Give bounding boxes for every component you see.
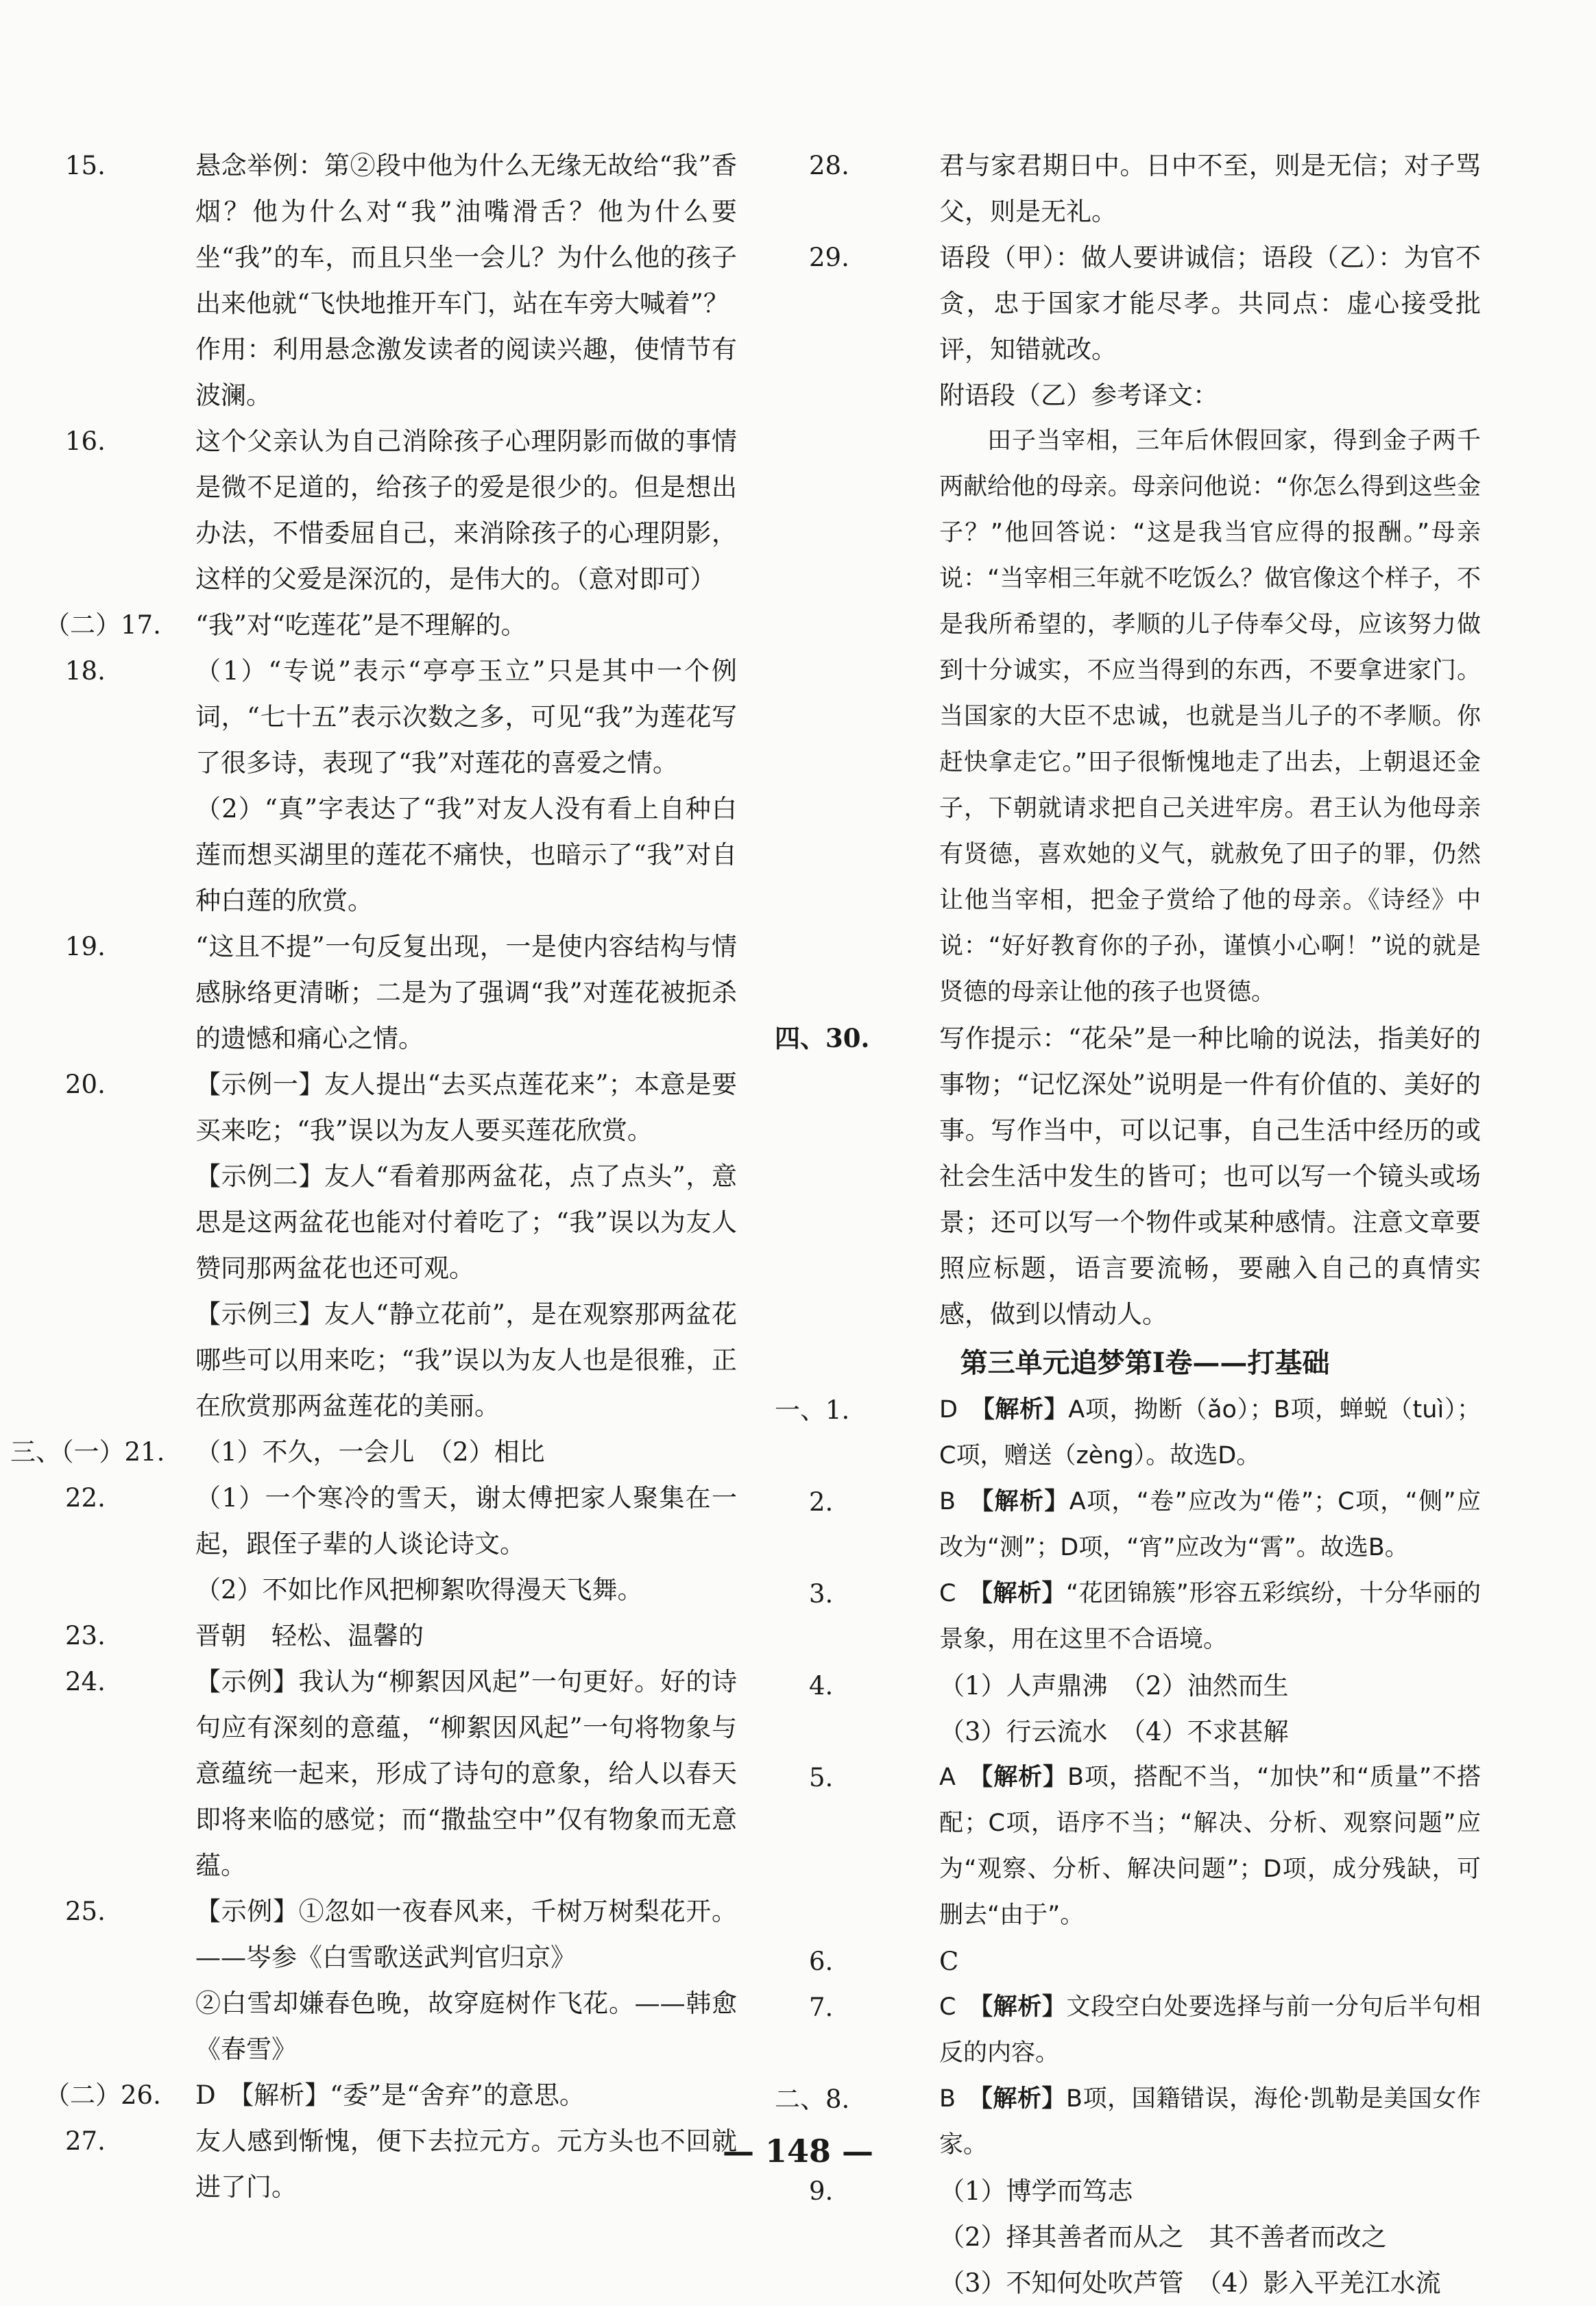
answer-item-u3-2 xyxy=(809,1479,1481,1571)
item-text: 附语段（乙）参考译文： xyxy=(939,381,1218,410)
item-text: （3）不知何处吹芦管 （4）影入平羌江水流 xyxy=(939,2268,1441,2298)
item-text: ②白雪却嫌春色晚，故穿庭树作飞花。——韩愈《春雪》 xyxy=(195,1989,737,2064)
item-text: （1）人声鼎沸 （2）油然而生 xyxy=(939,1671,1289,1701)
item-text: A项，拗断（ǎo）；B项，蝉蜕（tuì）；C项，赠送（zèng）。故选D。 xyxy=(939,1396,1481,1469)
item-text: “这且不提”一句反复出现，一是使内容结构与情感脉络更清晰；二是为了强调“我”对莲花被扼杀的遗憾和痛心之情。 xyxy=(195,932,737,1053)
item-text: 这个父亲认为自己消除孩子心理阴影而做的事情是微不足道的，给孩子的爱是很少的。但是想出办法，不惜委屈自己，来消除孩子的心理阴影，这样的父爱是深沉的，是伟大的。（意对即可） xyxy=(195,427,737,594)
item-text: C xyxy=(939,1947,959,1976)
item-number: 一、1. xyxy=(775,1395,850,1425)
item-text: 作用：利用悬念激发读者的阅读兴趣，使情节有波澜。 xyxy=(195,335,737,410)
item-number: 25. xyxy=(65,1897,106,1926)
item-text: 悬念举例：第②段中他为什么无缘无故给“我”香烟？他为什么对“我”油嘴滑舌？他为什么要坐“我”的车，而且只坐一会儿？为什么他的孩子出来他就“飞快地推开车门，站在车旁大喊着”？ xyxy=(195,151,737,318)
answer-item-28 xyxy=(809,143,1481,235)
item-text: 【示例二】友人“看着那两盆花，点了点头”，意思是这两盆花也能对付着吃了；“我”误以为友人赞同那两盆花也还可观。 xyxy=(195,1162,737,1283)
item-number: 7. xyxy=(809,1993,834,2022)
item-text: 【示例三】友人“静立花前”，是在观察那两盆花哪些可以用来吃；“我”误以为友人也是很雅，正在欣赏那两盆莲花的美丽。 xyxy=(195,1299,737,1421)
item-number: 5. xyxy=(809,1763,834,1792)
item-number: 29. xyxy=(809,243,849,272)
answer-item-17 xyxy=(45,602,737,648)
left-column xyxy=(10,143,737,2210)
item-number: 15. xyxy=(65,151,106,180)
answer-item-30 xyxy=(775,1016,1481,1337)
item-answer: B xyxy=(939,2085,956,2113)
item-answer: C xyxy=(939,1993,956,2021)
item-number: 9. xyxy=(809,2176,834,2206)
analysis-tag: 【解析】 xyxy=(982,1396,1069,1424)
item-text: 君与家君期日中。日中不至，则是无信；对子骂父，则是无礼。 xyxy=(939,151,1481,226)
answer-item-16 xyxy=(65,418,737,602)
item-text: B项，国籍错误，海伦·凯勒是美国女作家。 xyxy=(939,2085,1481,2159)
item-answer: D xyxy=(939,1396,958,1424)
item-answer: A xyxy=(939,1764,956,1791)
item-number: 19. xyxy=(65,932,106,961)
page-number: — 148 — xyxy=(722,2133,874,2170)
translation-text: 田子当宰相，三年后休假回家，得到金子两千两献给他的母亲。母亲问他说：“你怎么得到这些金子？”他回答说：“这是我当官应得的报酬。”母亲说：“当宰相三年就不吃饭么？做官像这个样子，不是我所希望的，孝顺的儿子侍奉父母，应该努力做到十分诚实，不应当得到的东西，不要拿进家门。当国家的大臣不忠诚，也就是当儿子的不孝顺。你赶快拿走它。”田子很惭愧地走了出去，上朝退还金子，下朝就请求把自己关进牢房。君王认为他母亲有贤德，喜欢她的义气，就赦免了田子的罪，仍然让他当宰相，把金子赏给了他的母亲。《诗经》中说：“好好教育你的子孙，谨慎小心啊！”说的就是贤德的母亲让他的孩子也贤德。 xyxy=(939,427,1481,1006)
answer-item-u3-1 xyxy=(775,1387,1481,1479)
answer-item-u3-6 xyxy=(809,1938,1481,1984)
item-text: （2）不如比作风把柳絮吹得漫天飞舞。 xyxy=(195,1575,643,1605)
item-number: （二）17. xyxy=(45,610,161,640)
item-text: D 【解析】“委”是“舍弃”的意思。 xyxy=(195,2080,585,2110)
item-number: 3. xyxy=(809,1579,834,1609)
item-text: 【示例】①忽如一夜春风来，千树万树梨花开。——岑参《白雪歌送武判官归京》 xyxy=(195,1897,737,1972)
item-text: 【示例一】友人提出“去买点莲花来”；本意是要买来吃；“我”误以为友人要买莲花欣赏。 xyxy=(195,1070,737,1145)
answer-item-u3-5 xyxy=(809,1755,1481,1938)
answer-item-26 xyxy=(45,2072,737,2118)
item-text: （2）择其善者而从之 其不善者而改之 xyxy=(939,2222,1387,2252)
answer-item-21 xyxy=(10,1429,737,1475)
item-text: 语段（甲）：做人要讲诚信；语段（乙）：为官不贪，忠于国家才能尽孝。共同点：虚心接受批评，知错就改。 xyxy=(939,243,1481,364)
item-text: A项，“卷”应改为“倦”；C项，“侧”应改为“测”；D项，“宵”应改为“霄”。故选B。 xyxy=(939,1488,1481,1561)
answer-item-25 xyxy=(65,1888,737,2072)
item-text: B项，搭配不当，“加快”和“质量”不搭配；C项，语序不当；“解决、分析、观察问题”应为“观察、分析、解决问题”；D项，成分残缺，可删去“由于”。 xyxy=(939,1764,1481,1929)
item-text: 友人感到惭愧，便下去拉元方。元方头也不回就进了门。 xyxy=(195,2126,737,2202)
analysis-tag: 【解析】 xyxy=(980,2085,1067,2113)
answer-item-22 xyxy=(65,1475,737,1613)
item-answer: B xyxy=(939,1488,956,1515)
answer-item-18 xyxy=(65,648,737,924)
item-number: 22. xyxy=(65,1483,106,1513)
item-text: （1）博学而笃志 xyxy=(939,2176,1133,2206)
answer-item-19 xyxy=(65,924,737,1061)
translation-block xyxy=(809,418,1481,1016)
item-number: 二、8. xyxy=(775,2085,850,2114)
item-number: 四、30. xyxy=(775,1023,870,1053)
item-text: “花团锦簇”形容五彩缤纷，十分华丽的景象，用在这里不合语境。 xyxy=(939,1580,1481,1653)
answer-item-15 xyxy=(65,143,737,418)
item-number: 27. xyxy=(65,2126,106,2156)
answer-item-u3-3 xyxy=(809,1571,1481,1663)
analysis-tag: 【解析】 xyxy=(980,1993,1067,2021)
analysis-tag: 【解析】 xyxy=(980,1580,1067,1607)
item-number: 4. xyxy=(809,1671,834,1701)
answer-item-24 xyxy=(65,1659,737,1888)
item-text: 【示例】我认为“柳絮因风起”一句更好。好的诗句应有深刻的意蕴，“柳絮因风起”一句将物象与意蕴统一起来，形成了诗句的意象，给人以春天即将来临的感觉；而“撒盐空中”仅有物象而无意蕴。 xyxy=(195,1667,737,1880)
item-number: 18. xyxy=(65,656,106,686)
item-number: 24. xyxy=(65,1667,106,1696)
item-text: （1）“专说”表示“亭亭玉立”只是其中一个例词，“七十五”表示次数之多，可见“我”为莲花写了很多诗，表现了“我”对莲花的喜爱之情。 xyxy=(195,656,737,778)
item-text: 写作提示：“花朵”是一种比喻的说法，指美好的事物；“记忆深处”说明是一件有价值的、美好的事。写作当中，可以记事，自己生活中经历的或社会生活中发生的皆可；也可以写一个镜头或场景；还可以写一个物件或某种感情。注意文章要照应标题，语言要流畅，要融入自己的真情实感，做到以情动人。 xyxy=(939,1024,1481,1329)
answer-item-23 xyxy=(65,1613,737,1659)
item-text: （1）不久，一会儿 （2）相比 xyxy=(195,1437,545,1467)
item-text: （2）“真”字表达了“我”对友人没有看上自种白莲而想买湖里的莲花不痛快，也暗示了“我”对自种白莲的欣赏。 xyxy=(195,794,737,915)
answer-item-20 xyxy=(65,1061,737,1429)
answer-item-u3-9 xyxy=(809,2168,1481,2306)
analysis-tag: 【解析】 xyxy=(981,1488,1069,1515)
analysis-tag: 【解析】 xyxy=(980,1764,1067,1791)
section-heading: 第三单元追梦第Ⅰ卷——打基础 xyxy=(960,1347,1330,1379)
item-number: 2. xyxy=(809,1487,834,1517)
answer-item-u3-7 xyxy=(809,1984,1481,2076)
item-text: 晋朝 轻松、温馨的 xyxy=(195,1621,424,1650)
item-text: （1）一个寒冷的雪天，谢太傅把家人聚集在一起，跟侄子辈的人谈论诗文。 xyxy=(195,1483,737,1559)
item-text: 文段空白处要选择与前一分句后半句相反的内容。 xyxy=(939,1993,1481,2067)
item-number: 6. xyxy=(809,1947,834,1976)
item-number: 28. xyxy=(809,151,849,180)
item-answer: C xyxy=(939,1580,956,1607)
item-number: 三、（一）21. xyxy=(10,1437,165,1467)
item-text: （3）行云流水 （4）不求甚解 xyxy=(939,1717,1289,1746)
item-text: “我”对“吃莲花”是不理解的。 xyxy=(195,610,527,640)
answer-item-u3-4 xyxy=(809,1663,1481,1755)
item-number: （二）26. xyxy=(45,2080,161,2110)
item-number: 20. xyxy=(65,1070,106,1099)
item-number: 16. xyxy=(65,427,106,456)
answer-item-29 xyxy=(809,235,1481,418)
item-number: 23. xyxy=(65,1621,106,1650)
